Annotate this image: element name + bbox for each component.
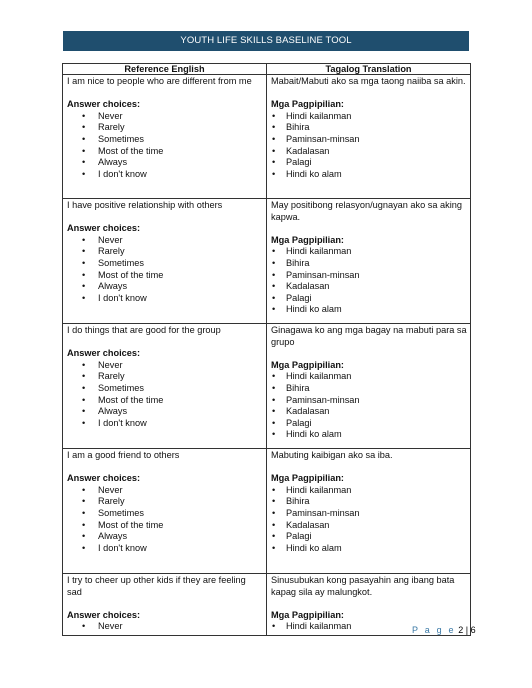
choice-item: • Hindi kailanman bbox=[271, 485, 467, 497]
table-row bbox=[63, 75, 471, 199]
choice-item: • Hindi ko alam bbox=[271, 304, 467, 316]
tagalog-cell bbox=[267, 324, 471, 449]
tagalog-question: Mabait/Mabuti ako sa mga taong naiiba sa akin. bbox=[271, 76, 466, 86]
page-footer bbox=[412, 625, 476, 635]
choices-list bbox=[67, 360, 263, 430]
choice-item: • Kadalasan bbox=[271, 406, 467, 418]
translation-table bbox=[62, 63, 471, 636]
choices-list bbox=[271, 246, 467, 316]
choice-item: • Hindi ko alam bbox=[271, 429, 467, 441]
choice-item: • Hindi ko alam bbox=[271, 543, 467, 555]
column-header-english: Reference English bbox=[63, 64, 267, 75]
choice-item: • Palagi bbox=[271, 418, 467, 430]
page-total: 6 bbox=[470, 625, 476, 635]
choices-label: Answer choices: bbox=[67, 223, 141, 234]
choices-list bbox=[271, 485, 467, 555]
choice-item: • Never bbox=[67, 360, 263, 372]
choice-item: • Always bbox=[67, 406, 263, 418]
choice-item: • Never bbox=[67, 621, 263, 633]
table-row bbox=[63, 199, 471, 324]
choice-item: • Sometimes bbox=[67, 134, 263, 146]
choice-item: • Never bbox=[67, 485, 263, 497]
tagalog-question: Sinusubukan kong pasayahin ang ibang bata kapag sila ay malungkot. bbox=[271, 575, 455, 597]
tagalog-question: Mabuting kaibigan ako sa iba. bbox=[271, 450, 393, 460]
page-separator: | bbox=[463, 625, 471, 635]
choice-item: • Paminsan-minsan bbox=[271, 508, 467, 520]
choice-item: • Never bbox=[67, 111, 263, 123]
choice-item: • Rarely bbox=[67, 122, 263, 134]
choice-item: • Hindi kailanman bbox=[271, 371, 467, 383]
english-cell bbox=[63, 574, 267, 636]
choice-item: • Bihira bbox=[271, 122, 467, 134]
table-header-row bbox=[63, 64, 471, 75]
choice-item: • Kadalasan bbox=[271, 281, 467, 293]
choice-item: • Rarely bbox=[67, 496, 263, 508]
table-row bbox=[63, 574, 471, 636]
choices-label: Mga Pagpipilian: bbox=[271, 99, 344, 110]
document-title-banner bbox=[63, 31, 469, 51]
english-question: I am nice to people who are different from me bbox=[67, 76, 252, 86]
choice-item: • Always bbox=[67, 157, 263, 169]
choice-item: • I don't know bbox=[67, 169, 263, 181]
choice-item: • Paminsan-minsan bbox=[271, 270, 467, 282]
document-title: YOUTH LIFE SKILLS BASELINE TOOL bbox=[180, 35, 352, 46]
choice-item: • Most of the time bbox=[67, 146, 263, 158]
english-cell bbox=[63, 75, 267, 199]
choices-list bbox=[67, 235, 263, 305]
tagalog-cell bbox=[267, 449, 471, 574]
choices-label: Mga Pagpipilian: bbox=[271, 609, 344, 620]
tagalog-question: May positibong relasyon/ugnayan ako sa aking kapwa. bbox=[271, 200, 463, 222]
english-question: I do things that are good for the group bbox=[67, 325, 221, 335]
choice-item: • Palagi bbox=[271, 157, 467, 169]
choice-item: • I don't know bbox=[67, 293, 263, 305]
english-cell bbox=[63, 199, 267, 324]
english-question: I am a good friend to others bbox=[67, 450, 180, 460]
choice-item: • Kadalasan bbox=[271, 520, 467, 532]
choice-item: • Palagi bbox=[271, 531, 467, 543]
choice-item: • Bihira bbox=[271, 258, 467, 270]
choices-label: Mga Pagpipilian: bbox=[271, 359, 344, 370]
choice-item: • Hindi kailanman bbox=[271, 246, 467, 258]
choice-item: • Most of the time bbox=[67, 520, 263, 532]
choices-label: Mga Pagpipilian: bbox=[271, 473, 344, 484]
english-question: I try to cheer up other kids if they are feeling sad bbox=[67, 575, 246, 597]
choice-item: • Most of the time bbox=[67, 270, 263, 282]
choices-label: Answer choices: bbox=[67, 609, 141, 620]
table-row bbox=[63, 449, 471, 574]
choice-item: • Always bbox=[67, 531, 263, 543]
choice-item: • Rarely bbox=[67, 246, 263, 258]
choice-item: • Most of the time bbox=[67, 395, 263, 407]
choices-label: Answer choices: bbox=[67, 348, 141, 359]
choice-item: • Bihira bbox=[271, 496, 467, 508]
choices-label: Mga Pagpipilian: bbox=[271, 234, 344, 245]
choice-item: • Always bbox=[67, 281, 263, 293]
choice-item: • Sometimes bbox=[67, 258, 263, 270]
table-row bbox=[63, 324, 471, 449]
tagalog-cell bbox=[267, 75, 471, 199]
tagalog-cell bbox=[267, 199, 471, 324]
english-cell bbox=[63, 449, 267, 574]
page-number: 2 bbox=[458, 625, 464, 635]
column-header-tagalog: Tagalog Translation bbox=[267, 64, 471, 75]
choice-item: • Paminsan-minsan bbox=[271, 395, 467, 407]
choices-list bbox=[67, 621, 263, 633]
choice-item: • Rarely bbox=[67, 371, 263, 383]
choice-item: • Kadalasan bbox=[271, 146, 467, 158]
choice-item: • Palagi bbox=[271, 293, 467, 305]
choices-list bbox=[271, 111, 467, 181]
choices-list bbox=[67, 485, 263, 555]
english-question: I have positive relationship with others bbox=[67, 200, 223, 210]
choice-item: • Hindi ko alam bbox=[271, 169, 467, 181]
choices-list bbox=[271, 371, 467, 441]
choice-item: • Sometimes bbox=[67, 383, 263, 395]
choices-label: Answer choices: bbox=[67, 473, 141, 484]
choice-item: • I don't know bbox=[67, 418, 263, 430]
page-label: P a g e bbox=[412, 625, 456, 635]
choices-list bbox=[67, 111, 263, 181]
english-cell bbox=[63, 324, 267, 449]
choice-item: • Hindi kailanman bbox=[271, 621, 467, 633]
choice-item: • Bihira bbox=[271, 383, 467, 395]
choice-item: • Sometimes bbox=[67, 508, 263, 520]
choice-item: • Hindi kailanman bbox=[271, 111, 467, 123]
choice-item: • I don't know bbox=[67, 543, 263, 555]
choice-item: • Never bbox=[67, 235, 263, 247]
choice-item: • Paminsan-minsan bbox=[271, 134, 467, 146]
tagalog-question: Ginagawa ko ang mga bagay na mabuti para sa grupo bbox=[271, 325, 467, 347]
choices-label: Answer choices: bbox=[67, 99, 141, 110]
